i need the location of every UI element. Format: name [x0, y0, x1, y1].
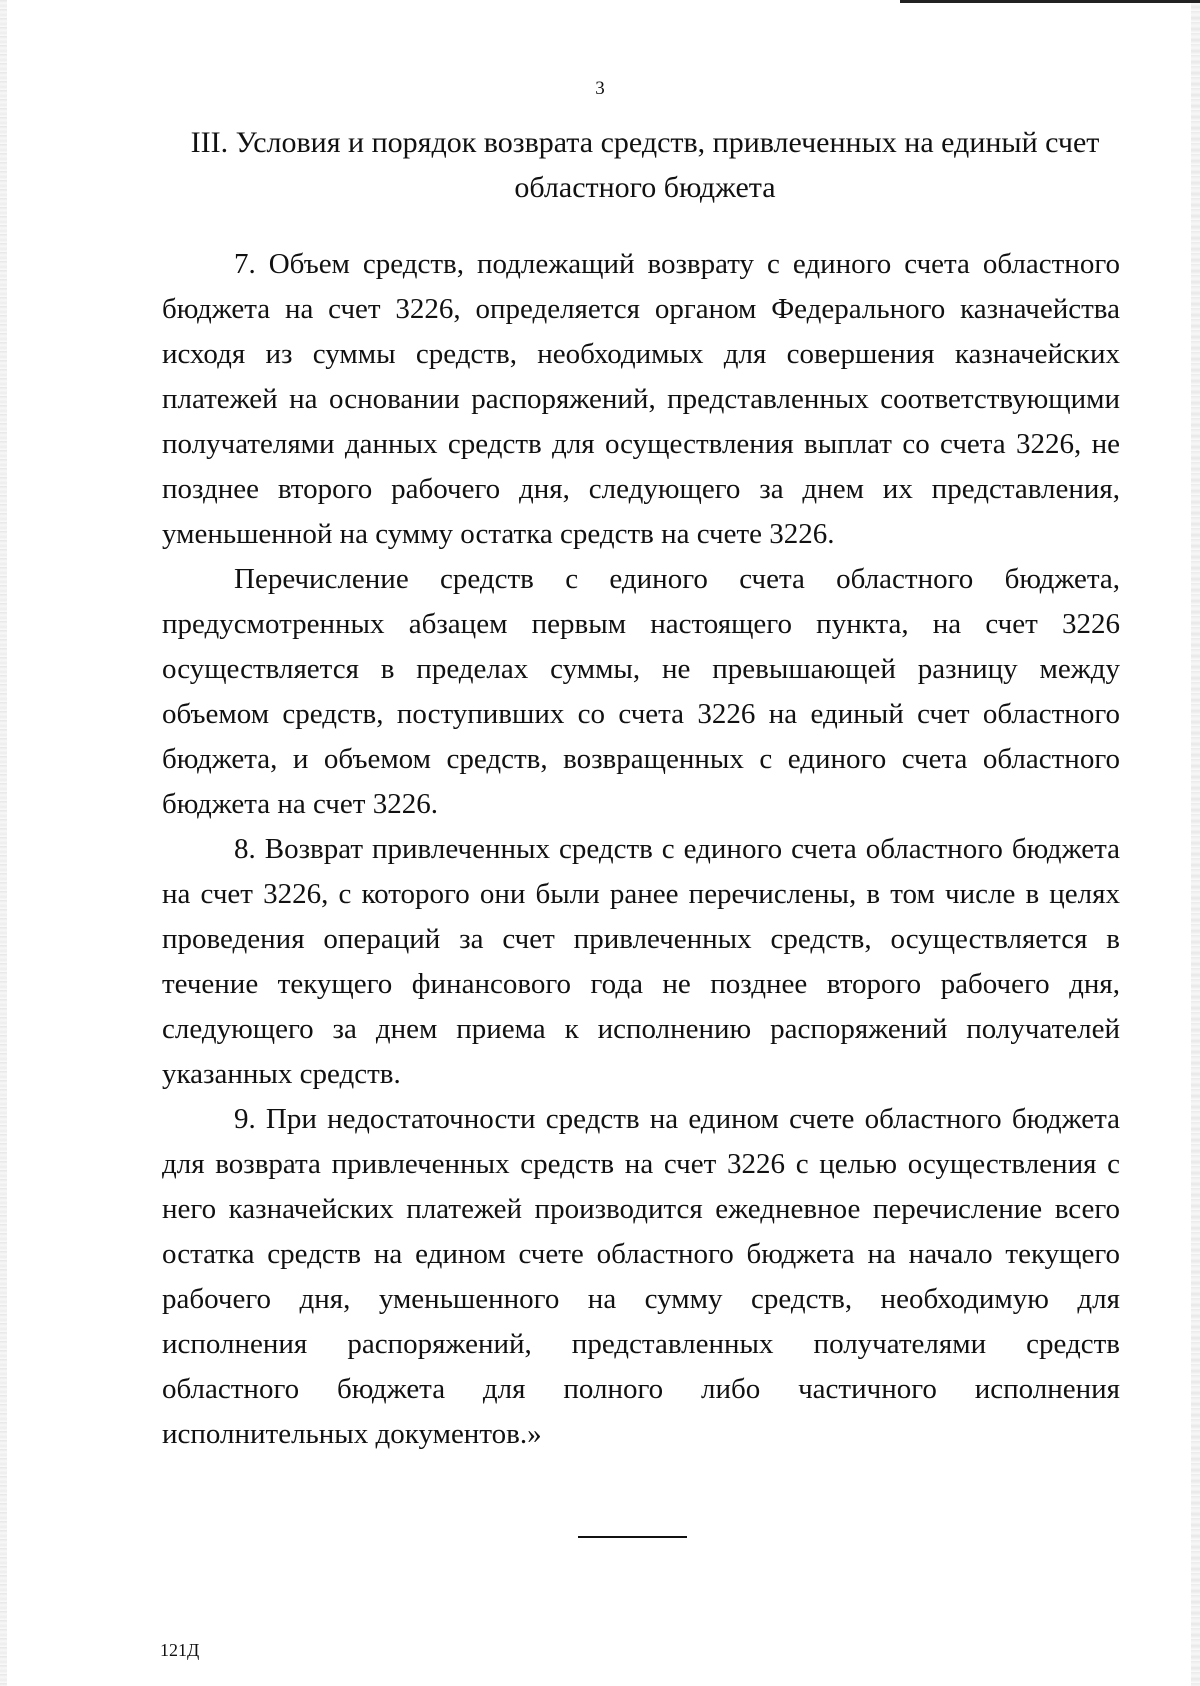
section-heading-line-2: областного бюджета	[514, 171, 776, 204]
end-separator-line	[578, 1536, 687, 1538]
section-heading-line-1: III. Условия и порядок возврата средств, привлеченных на единый счет	[190, 126, 1100, 159]
scan-edge-left	[0, 0, 7, 1686]
paragraph-7: 7. Объем средств, подлежащий возврату с единого счета областного бюджета на счет 3226, определяется органом Федерального казначейства исходя из суммы средств, необходимых для совершения казначейских платежей на основании распоряжений, представленных соответствующими получателями данных средств для осуществления выплат со счета 3226, не позднее второго рабочего дня, следующего за днем их представления, уменьшенной на сумму остатка средств на счете 3226.	[162, 248, 1120, 550]
section-heading	[150, 120, 1140, 210]
page-number: 3	[595, 78, 605, 99]
paragraph-9: 9. При недостаточности средств на едином счете областного бюджета для возврата привлеченных средств на счет 3226 с целью осуществления с него казначейских платежей производится ежедневное перечисление всего остатка средств на едином счете областного бюджета на начало текущего рабочего дня, уменьшенного на сумму средств, необходимую для исполнения распоряжений, представленных получателями средств областного бюджета для полного либо частичного исполнения исполнительных документов.»	[162, 1103, 1120, 1450]
paragraph-7-continuation: Перечисление средств с единого счета областного бюджета, предусмотренных абзацем первым настоящего пункта, на счет 3226 осуществляется в пределах суммы, не превышающей разницу между объемом средств, поступивших со счета 3226 на единый счет областного бюджета, и объемом средств, возвращенных с единого счета областного бюджета на счет 3226.	[162, 563, 1120, 820]
document-code: 121Д	[160, 1640, 200, 1660]
document-body	[162, 242, 1120, 1457]
top-rule-line	[900, 0, 1200, 3]
paragraph-8: 8. Возврат привлеченных средств с единого счета областного бюджета на счет 3226, с которого они были ранее перечислены, в том числе в целях проведения операций за счет привлеченных средств, осуществляется в течение текущего финансового года не позднее второго рабочего дня, следующего за днем приема к исполнению распоряжений получателей указанных средств.	[162, 833, 1120, 1090]
scan-edge-right	[1191, 0, 1200, 1686]
